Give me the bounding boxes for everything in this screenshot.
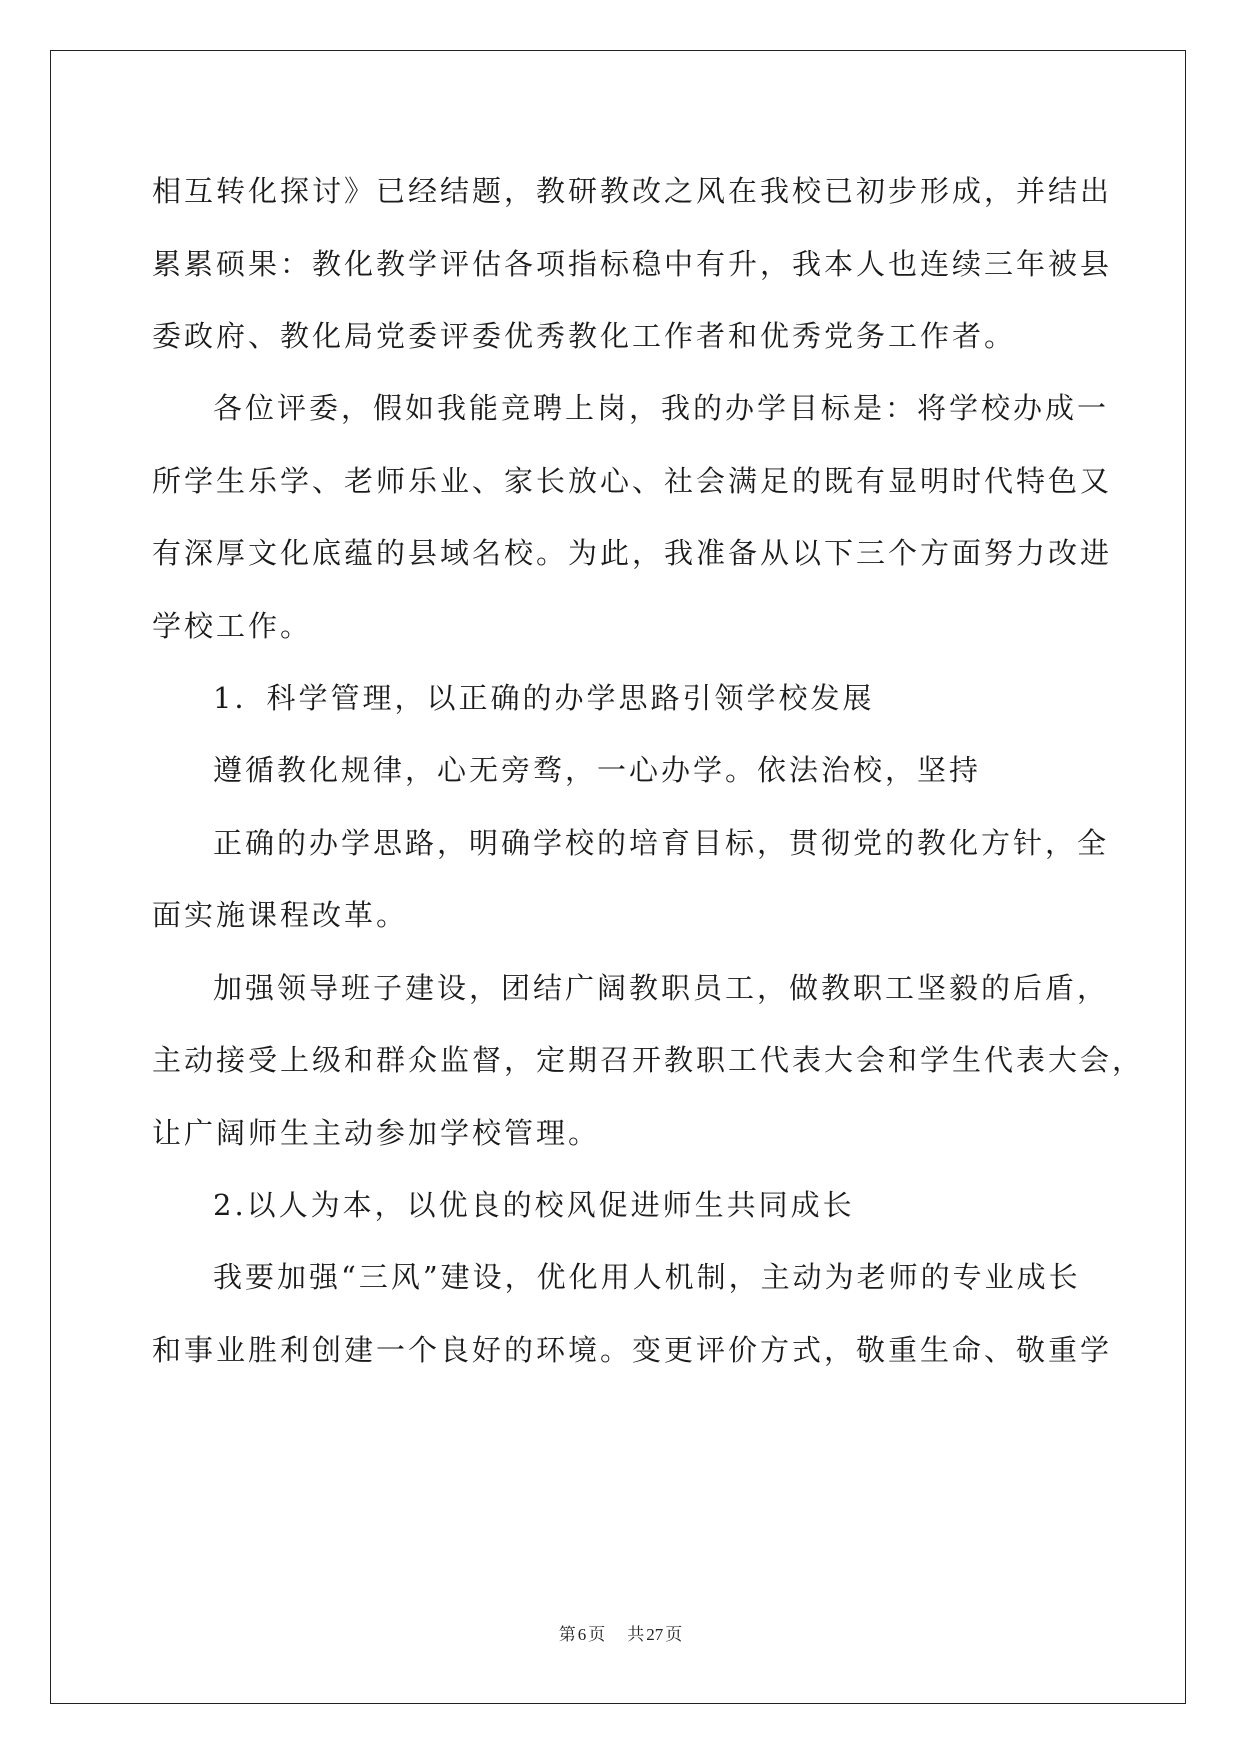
- paragraph-start-line: 正确的办学思路，明确学校的培育目标，贯彻党的教化方针，全: [213, 826, 1110, 860]
- text-line: 有深厚文化底蕴的县域名校。为此，我准备从以下三个方面努力改进: [152, 536, 1113, 570]
- total-suffix: 页: [665, 1625, 683, 1644]
- paragraph-start-line: 加强领导班子建设，团结广阔教职员工，做教职工坚毅的后盾，: [213, 971, 1110, 1005]
- text-line: 所学生乐学、老师乐业、家长放心、社会满足的既有显明时代特色又: [152, 464, 1113, 498]
- page-suffix: 页: [588, 1625, 606, 1644]
- text-line: 让广阔师生主动参加学校管理。: [152, 1116, 601, 1150]
- page-prefix: 第: [558, 1625, 576, 1644]
- paragraph-start-line: 我要加强“三风”建设，优化用人机制，主动为老师的专业成长: [213, 1260, 1081, 1294]
- text-line: 累累硕果：教化教学评估各项指标稳中有升，我本人也连续三年被县: [152, 247, 1113, 281]
- paragraph-start-line: 遵循教化规律，心无旁骛，一心办学。依法治校，坚持: [213, 753, 982, 787]
- page-number: 6: [577, 1625, 587, 1644]
- page-total: 27: [646, 1625, 664, 1644]
- section-heading: 1．科学管理，以正确的办学思路引领学校发展: [213, 681, 875, 715]
- text-line: 委政府、教化局党委评委优秀教化工作者和优秀党务工作者。: [152, 319, 1017, 353]
- paragraph-start-line: 各位评委，假如我能竞聘上岗，我的办学目标是：将学校办成一: [213, 391, 1110, 425]
- text-line: 和事业胜利创建一个良好的环境。变更评价方式，敬重生命、敬重学: [152, 1333, 1113, 1367]
- text-line: 学校工作。: [152, 609, 313, 643]
- text-line: 主动接受上级和群众监督，定期召开教职工代表大会和学生代表大会，: [152, 1043, 1145, 1077]
- page-border: [50, 50, 1186, 1704]
- text-line: 面实施课程改革。: [152, 898, 409, 932]
- section-heading: 2.以人为本，以优良的校风促进师生共同成长: [213, 1188, 855, 1222]
- total-prefix: 共: [627, 1625, 645, 1644]
- page-footer: [0, 1620, 1241, 1645]
- text-line: 相互转化探讨》已经结题，教研教改之风在我校已初步形成，并结出: [152, 174, 1113, 208]
